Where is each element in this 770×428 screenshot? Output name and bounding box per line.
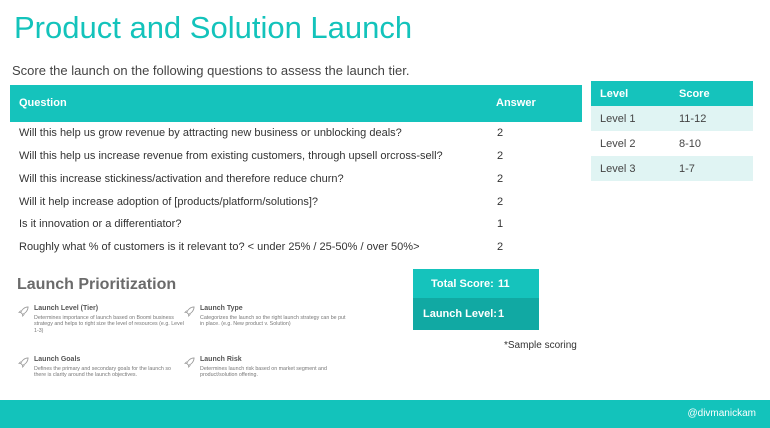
launch-level-value: 1: [498, 308, 505, 320]
item-description: Categorizes the launch so the right launch strategy can be put in place. (e.g. New product v. Solution): [200, 315, 346, 328]
table-row: [591, 156, 753, 181]
launch-level-box: [413, 298, 539, 330]
page-title: Product and Solution Launch: [14, 10, 413, 45]
question-text: Is it innovation or a differentiator?: [19, 218, 182, 230]
item-title: Launch Goals: [34, 356, 81, 363]
level-score: 1-7: [679, 163, 695, 175]
rocket-icon: [18, 357, 29, 368]
table-row: [10, 146, 582, 168]
rocket-icon: [184, 357, 195, 368]
level-label: Level 3: [600, 163, 636, 175]
total-score-value: 11: [498, 277, 510, 290]
header-answer: Answer: [496, 97, 536, 109]
answer-value: 2: [497, 241, 504, 253]
author-handle: @divmanickam: [687, 408, 756, 419]
rocket-icon: [184, 306, 195, 317]
item-description: Determines launch risk based on market segment and product/solution offering.: [200, 366, 327, 379]
question-text: Will this help us increase revenue from existing customers, through upsell orcross-sell?: [19, 150, 443, 162]
level-table: [591, 81, 753, 181]
item-title: Launch Level (Tier): [34, 305, 99, 312]
item-description: Determines importance of launch based on Boomi business strategy and helps to right size the level of resources (e.g. Level 1-3): [34, 315, 184, 334]
level-table-header: [591, 81, 753, 106]
footer-bar: [0, 400, 770, 428]
answer-value: 2: [497, 150, 504, 162]
rocket-icon: [18, 306, 29, 317]
answer-value: 2: [497, 127, 504, 139]
header-question: Question: [19, 97, 67, 109]
question-text: Will this help us grow revenue by attracting new business or unblocking deals?: [19, 127, 402, 139]
table-row: [10, 192, 582, 214]
table-row: [10, 123, 582, 145]
item-title: Launch Type: [200, 305, 243, 312]
table-row: [10, 237, 582, 259]
header-level: Level: [600, 88, 629, 100]
table-row: [10, 169, 582, 191]
total-score-box: [413, 269, 539, 298]
item-description: Defines the primary and secondary goals for the launch so there is clarity around the launch objectives.: [34, 366, 171, 379]
header-score: Score: [679, 88, 710, 100]
questions-table-header: [10, 85, 582, 122]
page-subtitle: Score the launch on the following questions to assess the launch tier.: [12, 63, 410, 78]
level-label: Level 2: [600, 138, 636, 150]
question-text: Will it help increase adoption of [products/platform/solutions]?: [19, 196, 318, 208]
level-score: 11-12: [679, 113, 707, 125]
prioritization-heading: Launch Prioritization: [17, 276, 177, 293]
question-text: Will this increase stickiness/activation and therefore reduce churn?: [19, 173, 344, 185]
table-row: [591, 106, 753, 131]
question-text: Roughly what % of customers is it relevant to? < under 25% / 25-50% / over 50%>: [19, 241, 420, 253]
answer-value: 2: [497, 196, 504, 208]
level-label: Level 1: [600, 113, 636, 125]
level-score: 8-10: [679, 138, 702, 150]
table-row: [10, 214, 582, 236]
launch-level-label: Launch Level:: [423, 308, 497, 320]
table-row: [591, 131, 753, 156]
sample-scoring-note: *Sample scoring: [504, 340, 577, 351]
total-score-label: Total Score:: [431, 277, 494, 290]
item-title: Launch Risk: [200, 356, 242, 363]
answer-value: 2: [497, 173, 504, 185]
answer-value: 1: [497, 218, 504, 230]
